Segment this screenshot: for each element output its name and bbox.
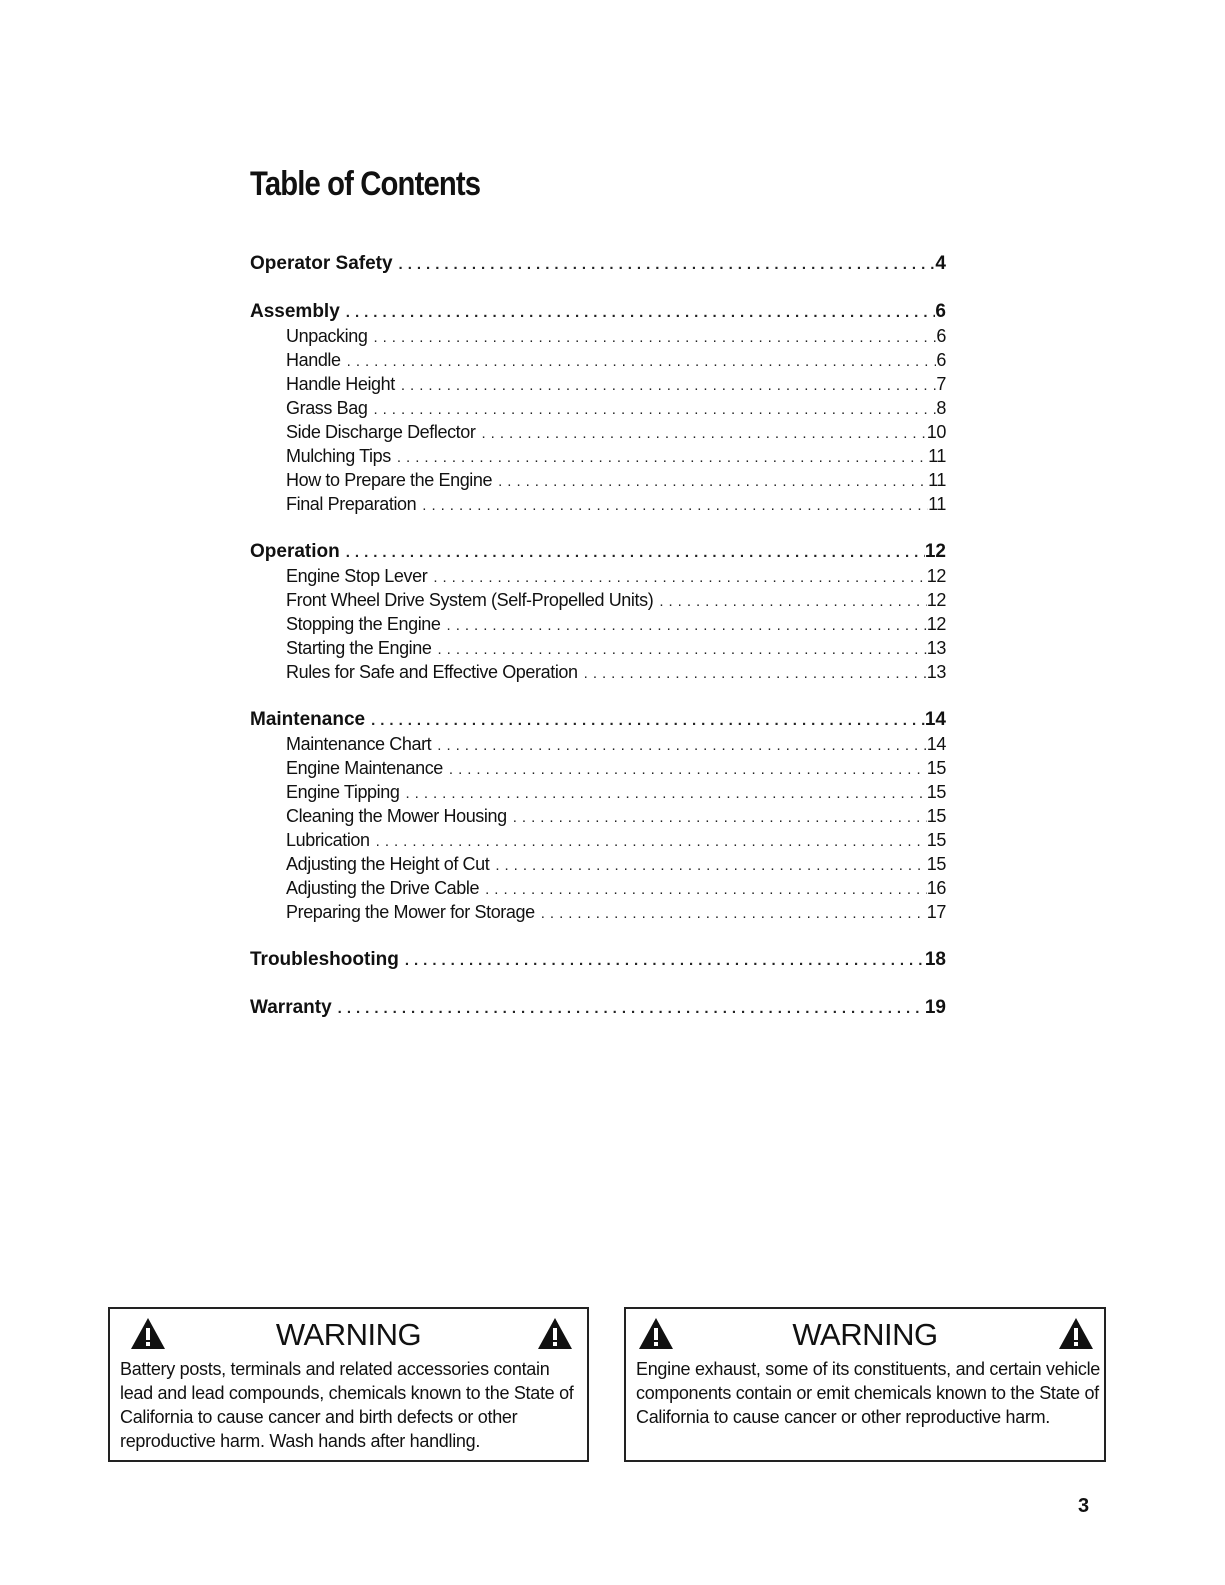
toc-dot-leader	[513, 806, 927, 828]
toc-entry-label: Starting the Engine	[286, 638, 432, 658]
toc-entry-label: Mulching Tips	[286, 446, 391, 466]
toc-entry-label: Adjusting the Height of Cut	[286, 854, 490, 874]
toc-entry-label: Operator Safety	[250, 253, 393, 274]
warning-text: Battery posts, terminals and related accessories contain lead and lead compounds, chemicals known to the State of California to cause cancer and birth defects or other reproductive harm. Wash hands after handling.	[120, 1359, 574, 1451]
toc-dot-leader	[485, 878, 927, 900]
toc-entry-label: Engine Tipping	[286, 782, 400, 802]
toc-dot-leader	[347, 350, 937, 372]
toc-section-entry[interactable]	[250, 708, 946, 732]
toc-entry-label: Assembly	[250, 301, 340, 322]
toc-entry-label: Maintenance Chart	[286, 734, 432, 754]
toc-page-number: 10	[926, 422, 946, 442]
toc-page-number: 13	[926, 662, 946, 682]
toc-dot-leader	[541, 902, 927, 924]
toc-subentry[interactable]	[250, 564, 946, 588]
toc-entry-label: Engine Maintenance	[286, 758, 443, 778]
toc-section-entry[interactable]	[250, 252, 946, 276]
toc-subentry[interactable]	[250, 372, 946, 396]
toc-dot-leader	[422, 494, 928, 516]
toc-page-number: 4	[935, 253, 946, 274]
toc-section-entry[interactable]	[250, 948, 946, 972]
toc-page-number: 14	[924, 709, 946, 730]
toc-section	[250, 996, 946, 1020]
warning-header	[110, 1309, 587, 1359]
toc-page-number: 11	[928, 470, 946, 490]
toc-page-number: 6	[935, 301, 946, 322]
toc-dot-leader	[584, 662, 927, 684]
toc-entry-label: Lubrication	[286, 830, 370, 850]
toc-entry-label: Final Preparation	[286, 494, 417, 514]
toc-subentry[interactable]	[250, 396, 946, 420]
toc-dot-leader	[438, 638, 927, 660]
toc-entry-label: Side Discharge Deflector	[286, 422, 476, 442]
toc-page-number: 15	[926, 806, 946, 826]
toc-subentry[interactable]	[250, 420, 946, 444]
toc-subentry[interactable]	[250, 804, 946, 828]
toc-entry-label: Rules for Safe and Effective Operation	[286, 662, 578, 682]
toc-dot-leader	[338, 997, 925, 1020]
toc-entry-label: Handle	[286, 350, 341, 370]
toc-entry-label: Engine Stop Lever	[286, 566, 428, 586]
toc-page-number: 15	[926, 830, 946, 850]
toc-entry-label: Preparing the Mower for Storage	[286, 902, 535, 922]
toc-entry-label: Adjusting the Drive Cable	[286, 878, 480, 898]
toc-section-entry[interactable]	[250, 540, 946, 564]
toc-dot-leader	[433, 566, 926, 588]
toc-section	[250, 540, 946, 684]
toc-page-number: 15	[926, 758, 946, 778]
toc-subentry[interactable]	[250, 900, 946, 924]
warning-header	[626, 1309, 1104, 1359]
toc-entry-label: Grass Bag	[286, 398, 368, 418]
page-title: Table of Contents	[250, 165, 481, 203]
toc-section-entry[interactable]	[250, 996, 946, 1020]
toc-subentry[interactable]	[250, 468, 946, 492]
toc-page-number: 15	[926, 854, 946, 874]
toc-entry-label: Stopping the Engine	[286, 614, 441, 634]
toc-dot-leader	[437, 734, 926, 756]
toc-page-number: 11	[928, 446, 946, 466]
warning-title: WARNING	[792, 1317, 938, 1352]
toc-entry-label: Maintenance	[250, 709, 366, 730]
toc-page-number: 12	[924, 541, 946, 562]
toc-section	[250, 708, 946, 924]
toc-subentry[interactable]	[250, 756, 946, 780]
page-number: 3	[1078, 1495, 1090, 1517]
toc-subentry[interactable]	[250, 492, 946, 516]
toc-entry-label: Operation	[250, 541, 340, 562]
toc-dot-leader	[401, 374, 937, 396]
warning-text: Engine exhaust, some of its constituents, and certain vehicle components contain or emit chemicals known to the State of California to cause cancer or other reproductive harm.	[636, 1359, 1100, 1427]
toc-subentry[interactable]	[250, 780, 946, 804]
toc-entry-label: Front Wheel Drive System (Self-Propelled Units)	[286, 590, 654, 610]
toc-page-number: 6	[936, 350, 946, 370]
toc-page-number: 12	[926, 614, 946, 634]
toc-page-number: 8	[936, 398, 946, 418]
toc-section-entry[interactable]	[250, 300, 946, 324]
toc-dot-leader	[373, 398, 936, 420]
toc-page-number: 14	[926, 734, 946, 754]
toc-dot-leader	[449, 758, 927, 780]
warning-title: WARNING	[275, 1317, 422, 1352]
toc-subentry[interactable]	[250, 612, 946, 636]
toc-dot-leader	[346, 541, 925, 564]
toc-entry-label: Warranty	[250, 997, 332, 1018]
toc-dot-leader	[373, 326, 936, 348]
table-of-contents	[250, 252, 946, 1044]
toc-subentry[interactable]	[250, 348, 946, 372]
toc-subentry[interactable]	[250, 588, 946, 612]
toc-subentry[interactable]	[250, 324, 946, 348]
toc-page-number: 19	[924, 997, 946, 1018]
toc-dot-leader	[399, 253, 936, 276]
toc-dot-leader	[376, 830, 927, 852]
toc-dot-leader	[447, 614, 927, 636]
toc-dot-leader	[371, 709, 925, 732]
toc-entry-label: Handle Height	[286, 374, 395, 394]
toc-page-number: 6	[936, 326, 946, 346]
toc-dot-leader	[405, 949, 925, 972]
toc-dot-leader	[397, 446, 928, 468]
toc-section	[250, 252, 946, 276]
toc-entry-label: Troubleshooting	[250, 949, 399, 970]
toc-entry-label: Unpacking	[286, 326, 368, 346]
toc-entry-label: How to Prepare the Engine	[286, 470, 493, 490]
toc-page-number: 12	[926, 566, 946, 586]
warning-triangle-icon	[537, 1317, 573, 1350]
toc-dot-leader	[495, 854, 926, 876]
toc-section	[250, 300, 946, 516]
toc-section	[250, 948, 946, 972]
toc-subentry[interactable]	[250, 660, 946, 684]
toc-page-number: 15	[926, 782, 946, 802]
battery-warning-box	[108, 1307, 589, 1462]
toc-page-number: 11	[928, 494, 946, 514]
toc-subentry[interactable]	[250, 636, 946, 660]
toc-dot-leader	[482, 422, 927, 444]
toc-page-number: 7	[936, 374, 946, 394]
toc-page-number: 16	[926, 878, 946, 898]
toc-dot-leader	[406, 782, 927, 804]
toc-subentry[interactable]	[250, 852, 946, 876]
toc-page-number: 18	[924, 949, 946, 970]
toc-page-number: 12	[926, 590, 946, 610]
toc-dot-leader	[659, 590, 926, 612]
toc-page-number: 13	[926, 638, 946, 658]
toc-subentry[interactable]	[250, 876, 946, 900]
toc-dot-leader	[498, 470, 928, 492]
toc-subentry[interactable]	[250, 828, 946, 852]
warning-triangle-icon	[1058, 1317, 1094, 1350]
toc-subentry[interactable]	[250, 444, 946, 468]
toc-dot-leader	[346, 301, 936, 324]
toc-page-number: 17	[926, 902, 946, 922]
toc-subentry[interactable]	[250, 732, 946, 756]
toc-entry-label: Cleaning the Mower Housing	[286, 806, 507, 826]
exhaust-warning-box	[624, 1307, 1106, 1462]
